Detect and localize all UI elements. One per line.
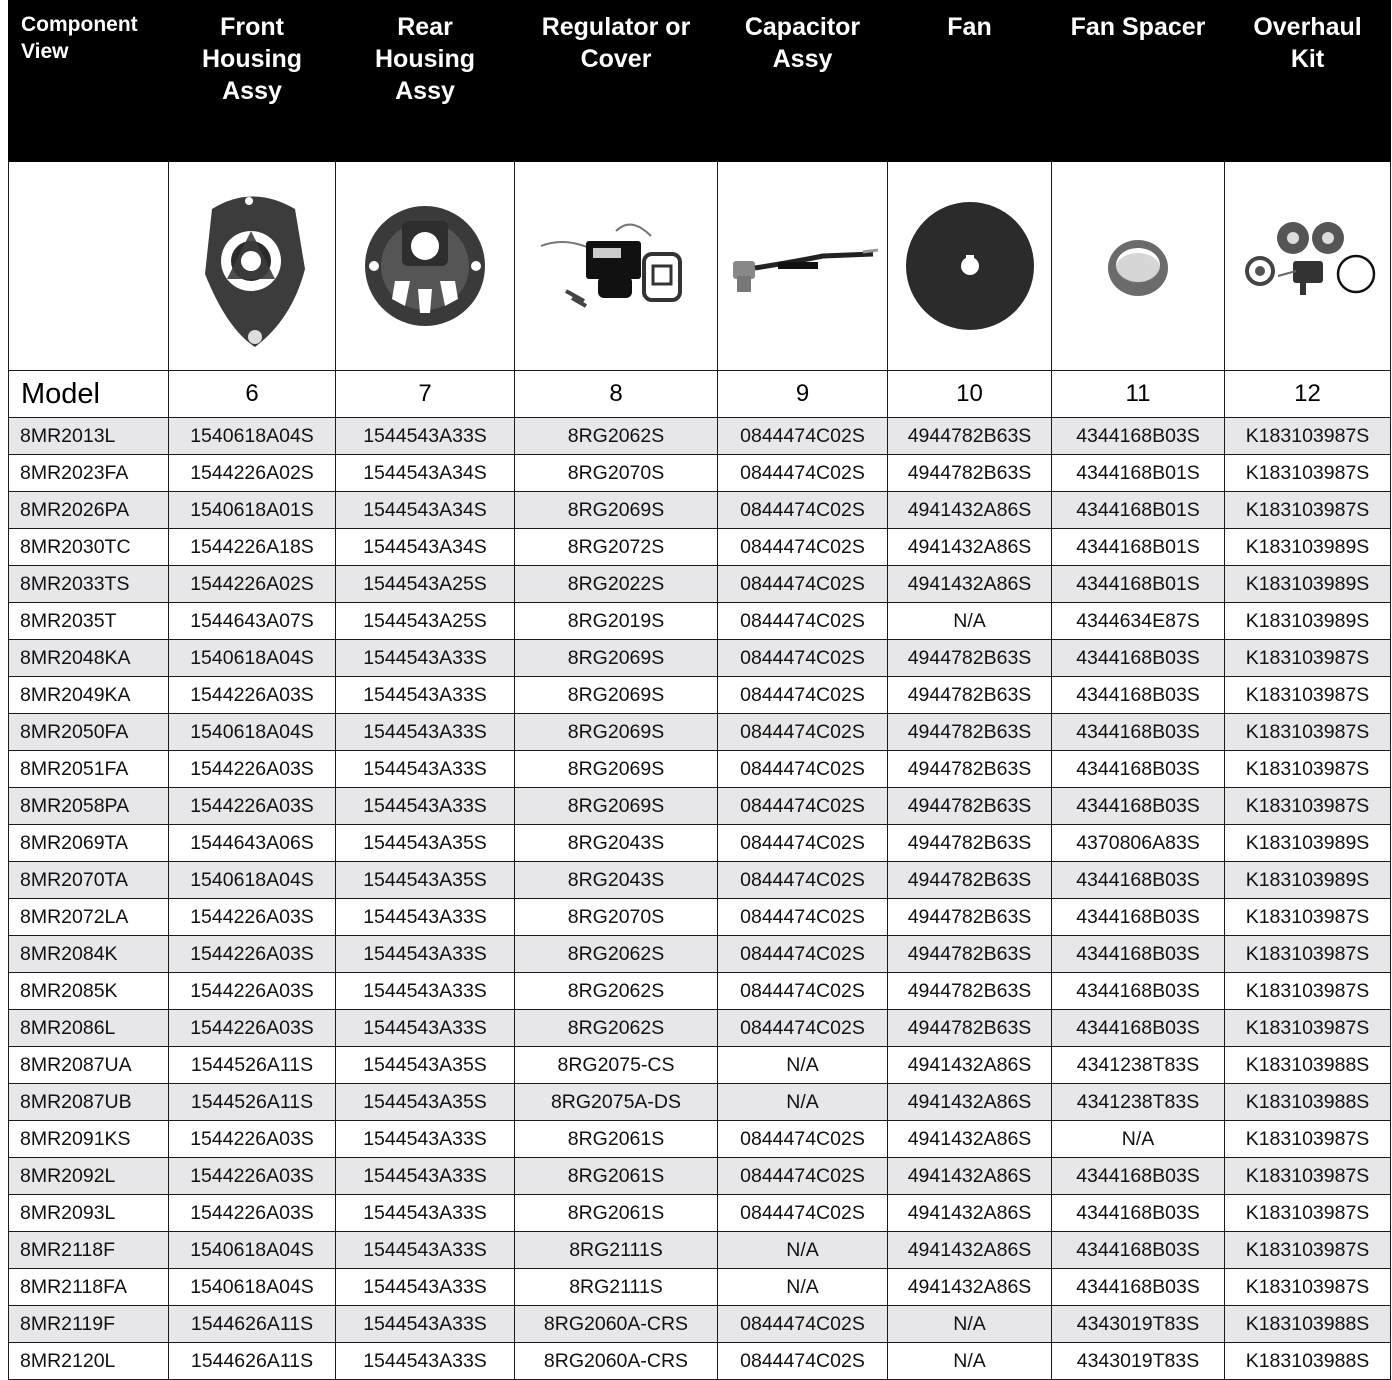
model-number-cell: 8MR2120L xyxy=(9,1343,169,1380)
capacitor-part: 0844474C02S xyxy=(718,1343,888,1380)
front-housing-part: 1544643A06S xyxy=(169,825,336,862)
capacitor-part: 0844474C02S xyxy=(718,529,888,566)
fan-part: 4944782B63S xyxy=(888,788,1052,825)
fan-spacer-part: 4343019T83S xyxy=(1052,1343,1225,1380)
model-number-cell: 8MR2035T xyxy=(9,603,169,640)
table-row xyxy=(9,1158,1391,1195)
fan-part: 4941432A86S xyxy=(888,1158,1052,1195)
front-housing-part: 1544226A03S xyxy=(169,973,336,1010)
column-number: 8 xyxy=(515,371,718,418)
front-housing-part: 1540618A04S xyxy=(169,640,336,677)
capacitor-part: 0844474C02S xyxy=(718,936,888,973)
table-row xyxy=(9,492,1391,529)
model-number-cell: 8MR2033TS xyxy=(9,566,169,603)
overhaul-kit-part: K183103987S xyxy=(1225,973,1391,1010)
model-number-cell: 8MR2087UA xyxy=(9,1047,169,1084)
regulator-part: 8RG2062S xyxy=(515,936,718,973)
rear-housing-part: 1544543A35S xyxy=(336,1084,515,1121)
front-housing-part: 1544226A03S xyxy=(169,1010,336,1047)
rear-housing-part: 1544543A25S xyxy=(336,566,515,603)
capacitor-part: 0844474C02S xyxy=(718,1195,888,1232)
rear-housing-part: 1544543A33S xyxy=(336,973,515,1010)
model-number-cell: 8MR2048KA xyxy=(9,640,169,677)
capacitor-part: 0844474C02S xyxy=(718,492,888,529)
front-housing-part: 1544226A03S xyxy=(169,1121,336,1158)
header-regulator: Regulator or Cover xyxy=(515,1,718,162)
regulator-part: 8RG2075-CS xyxy=(515,1047,718,1084)
fan-part: 4944782B63S xyxy=(888,677,1052,714)
fan-spacer-part: 4344168B01S xyxy=(1052,455,1225,492)
capacitor-part: 0844474C02S xyxy=(718,1306,888,1343)
table-row xyxy=(9,418,1391,455)
parts-data-body xyxy=(9,418,1391,1380)
regulator-part: 8RG2069S xyxy=(515,677,718,714)
fan-part: 4941432A86S xyxy=(888,1047,1052,1084)
header-fan: Fan xyxy=(888,1,1052,162)
fan-spacer-part: 4344168B03S xyxy=(1052,899,1225,936)
regulator-image xyxy=(536,206,696,326)
fan-spacer-part: 4370806A83S xyxy=(1052,825,1225,862)
capacitor-part: 0844474C02S xyxy=(718,418,888,455)
table-row xyxy=(9,899,1391,936)
column-number: 11 xyxy=(1052,371,1225,418)
overhaul-kit-part: K183103987S xyxy=(1225,1232,1391,1269)
fan-part: 4944782B63S xyxy=(888,751,1052,788)
overhaul-kit-part: K183103987S xyxy=(1225,640,1391,677)
fan-part: 4944782B63S xyxy=(888,862,1052,899)
model-number-cell: 8MR2013L xyxy=(9,418,169,455)
fan-spacer-part: 4344168B03S xyxy=(1052,862,1225,899)
rear-housing-part: 1544543A33S xyxy=(336,936,515,973)
model-number-cell: 8MR2087UB xyxy=(9,1084,169,1121)
capacitor-part: 0844474C02S xyxy=(718,640,888,677)
parts-table-sheet xyxy=(8,0,1390,1380)
fan-part: N/A xyxy=(888,1343,1052,1380)
front-housing-part: 1544626A11S xyxy=(169,1306,336,1343)
model-number-cell: 8MR2051FA xyxy=(9,751,169,788)
fan-part: 4944782B63S xyxy=(888,455,1052,492)
overhaul-kit-part: K183103987S xyxy=(1225,455,1391,492)
header-front-housing: Front Housing Assy xyxy=(169,1,336,162)
table-row xyxy=(9,973,1391,1010)
fan-part: 4941432A86S xyxy=(888,1121,1052,1158)
regulator-part: 8RG2062S xyxy=(515,1010,718,1047)
table-row xyxy=(9,825,1391,862)
fan-spacer-part: 4341238T83S xyxy=(1052,1084,1225,1121)
overhaul-kit-part: K183103988S xyxy=(1225,1343,1391,1380)
front-housing-part: 1544226A18S xyxy=(169,529,336,566)
table-row xyxy=(9,714,1391,751)
rear-housing-part: 1544543A35S xyxy=(336,1047,515,1084)
capacitor-part: 0844474C02S xyxy=(718,862,888,899)
fan-part: 4944782B63S xyxy=(888,936,1052,973)
parts-table xyxy=(8,0,1391,1380)
regulator-part: 8RG2070S xyxy=(515,899,718,936)
header-overhaul-kit: Overhaul Kit xyxy=(1225,1,1391,162)
table-row xyxy=(9,1121,1391,1158)
fan-part: 4941432A86S xyxy=(888,1269,1052,1306)
fan-spacer-image xyxy=(1103,231,1173,301)
fan-part: 4941432A86S xyxy=(888,1195,1052,1232)
overhaul-kit-part: K183103989S xyxy=(1225,529,1391,566)
overhaul-kit-part: K183103987S xyxy=(1225,1158,1391,1195)
overhaul-kit-part: K183103989S xyxy=(1225,603,1391,640)
fan-spacer-part: 4344168B03S xyxy=(1052,1010,1225,1047)
overhaul-kit-part: K183103987S xyxy=(1225,677,1391,714)
table-row xyxy=(9,936,1391,973)
front-housing-part: 1544226A02S xyxy=(169,455,336,492)
front-housing-part: 1540618A04S xyxy=(169,862,336,899)
regulator-part: 8RG2072S xyxy=(515,529,718,566)
regulator-part: 8RG2060A-CRS xyxy=(515,1343,718,1380)
fan-spacer-part: 4344168B01S xyxy=(1052,566,1225,603)
fan-spacer-part: 4344168B03S xyxy=(1052,418,1225,455)
rear-housing-part: 1544543A33S xyxy=(336,1195,515,1232)
fan-spacer-cell xyxy=(1052,162,1225,371)
fan-spacer-part: 4344168B03S xyxy=(1052,1269,1225,1306)
table-row xyxy=(9,455,1391,492)
header-row xyxy=(9,1,1391,162)
overhaul-kit-part: K183103987S xyxy=(1225,1121,1391,1158)
fan-part: 4944782B63S xyxy=(888,640,1052,677)
model-number-cell: 8MR2086L xyxy=(9,1010,169,1047)
fan-spacer-part: 4343019T83S xyxy=(1052,1306,1225,1343)
front-housing-part: 1544643A07S xyxy=(169,603,336,640)
table-row xyxy=(9,1232,1391,1269)
fan-part: 4944782B63S xyxy=(888,1010,1052,1047)
table-row xyxy=(9,1269,1391,1306)
capacitor-part: N/A xyxy=(718,1084,888,1121)
column-number: 10 xyxy=(888,371,1052,418)
front-housing-part: 1540618A04S xyxy=(169,418,336,455)
rear-housing-part: 1544543A33S xyxy=(336,1269,515,1306)
overhaul-kit-part: K183103989S xyxy=(1225,566,1391,603)
fan-spacer-part: 4344168B03S xyxy=(1052,973,1225,1010)
capacitor-part: 0844474C02S xyxy=(718,751,888,788)
front-housing-part: 1544226A03S xyxy=(169,677,336,714)
capacitor-part: N/A xyxy=(718,1232,888,1269)
fan-spacer-part: 4344168B01S xyxy=(1052,529,1225,566)
regulator-part: 8RG2062S xyxy=(515,973,718,1010)
table-row xyxy=(9,1306,1391,1343)
rear-housing-part: 1544543A33S xyxy=(336,788,515,825)
rear-housing-part: 1544543A33S xyxy=(336,1121,515,1158)
fan-part: 4944782B63S xyxy=(888,899,1052,936)
fan-part: 4944782B63S xyxy=(888,418,1052,455)
regulator-part: 8RG2069S xyxy=(515,788,718,825)
image-row-empty-cell xyxy=(9,162,169,371)
fan-spacer-part: 4344168B03S xyxy=(1052,751,1225,788)
regulator-part: 8RG2060A-CRS xyxy=(515,1306,718,1343)
capacitor-part: 0844474C02S xyxy=(718,455,888,492)
model-number-cell: 8MR2084K xyxy=(9,936,169,973)
fan-spacer-part: 4344168B03S xyxy=(1052,714,1225,751)
fan-spacer-part: 4344168B03S xyxy=(1052,1158,1225,1195)
model-number-cell: 8MR2119F xyxy=(9,1306,169,1343)
model-number-cell: 8MR2091KS xyxy=(9,1121,169,1158)
capacitor-image xyxy=(723,226,883,306)
front-housing-part: 1544226A03S xyxy=(169,936,336,973)
regulator-part: 8RG2070S xyxy=(515,455,718,492)
regulator-part: 8RG2061S xyxy=(515,1195,718,1232)
front-housing-part: 1544226A03S xyxy=(169,1158,336,1195)
regulator-part: 8RG2043S xyxy=(515,862,718,899)
capacitor-part: 0844474C02S xyxy=(718,788,888,825)
front-housing-part: 1540618A04S xyxy=(169,1232,336,1269)
model-number-cell: 8MR2072LA xyxy=(9,899,169,936)
header-component-view: Component View xyxy=(9,1,169,162)
fan-spacer-part: 4344634E87S xyxy=(1052,603,1225,640)
fan-spacer-part: 4344168B01S xyxy=(1052,492,1225,529)
rear-housing-part: 1544543A34S xyxy=(336,492,515,529)
front-housing-part: 1544226A03S xyxy=(169,751,336,788)
regulator-part: 8RG2111S xyxy=(515,1232,718,1269)
overhaul-kit-part: K183103989S xyxy=(1225,862,1391,899)
fan-part: 4941432A86S xyxy=(888,529,1052,566)
header-rear-housing: Rear Housing Assy xyxy=(336,1,515,162)
rear-housing-part: 1544543A33S xyxy=(336,714,515,751)
model-number-cell: 8MR2058PA xyxy=(9,788,169,825)
column-number: 7 xyxy=(336,371,515,418)
overhaul-kit-part: K183103987S xyxy=(1225,1195,1391,1232)
regulator-cell xyxy=(515,162,718,371)
fan-spacer-part: 4344168B03S xyxy=(1052,1195,1225,1232)
fan-part: 4941432A86S xyxy=(888,1084,1052,1121)
model-number-cell: 8MR2118FA xyxy=(9,1269,169,1306)
rear-housing-part: 1544543A33S xyxy=(336,751,515,788)
regulator-part: 8RG2069S xyxy=(515,492,718,529)
image-row xyxy=(9,162,1391,371)
rear-housing-part: 1544543A33S xyxy=(336,1158,515,1195)
table-row xyxy=(9,1047,1391,1084)
capacitor-part: 0844474C02S xyxy=(718,1010,888,1047)
overhaul-kit-part: K183103987S xyxy=(1225,1269,1391,1306)
rear-housing-part: 1544543A33S xyxy=(336,1232,515,1269)
table-row xyxy=(9,640,1391,677)
rear-housing-part: 1544543A33S xyxy=(336,640,515,677)
rear-housing-part: 1544543A33S xyxy=(336,1306,515,1343)
capacitor-part: 0844474C02S xyxy=(718,677,888,714)
model-number-cell: 8MR2070TA xyxy=(9,862,169,899)
overhaul-kit-part: K183103987S xyxy=(1225,788,1391,825)
fan-part: N/A xyxy=(888,603,1052,640)
overhaul-kit-part: K183103987S xyxy=(1225,899,1391,936)
rear-housing-part: 1544543A33S xyxy=(336,899,515,936)
regulator-part: 8RG2061S xyxy=(515,1158,718,1195)
front-housing-part: 1544526A11S xyxy=(169,1084,336,1121)
fan-part: N/A xyxy=(888,1306,1052,1343)
capacitor-part: 0844474C02S xyxy=(718,825,888,862)
model-number-cell: 8MR2093L xyxy=(9,1195,169,1232)
capacitor-part: 0844474C02S xyxy=(718,714,888,751)
overhaul-kit-part: K183103988S xyxy=(1225,1047,1391,1084)
front-housing-part: 1544226A03S xyxy=(169,1195,336,1232)
fan-part: 4941432A86S xyxy=(888,1232,1052,1269)
rear-housing-image xyxy=(360,201,490,331)
regulator-part: 8RG2075A-DS xyxy=(515,1084,718,1121)
overhaul-kit-part: K183103987S xyxy=(1225,418,1391,455)
front-housing-part: 1540618A04S xyxy=(169,714,336,751)
fan-spacer-part: 4344168B03S xyxy=(1052,936,1225,973)
regulator-part: 8RG2019S xyxy=(515,603,718,640)
front-housing-image xyxy=(187,179,317,354)
table-row xyxy=(9,751,1391,788)
table-row xyxy=(9,677,1391,714)
rear-housing-part: 1544543A35S xyxy=(336,825,515,862)
regulator-part: 8RG2022S xyxy=(515,566,718,603)
capacitor-part: N/A xyxy=(718,1047,888,1084)
fan-spacer-part: 4344168B03S xyxy=(1052,1232,1225,1269)
capacitor-part: 0844474C02S xyxy=(718,899,888,936)
fan-spacer-part: 4344168B03S xyxy=(1052,677,1225,714)
model-number-row xyxy=(9,371,1391,418)
fan-spacer-part: 4341238T83S xyxy=(1052,1047,1225,1084)
rear-housing-part: 1544543A25S xyxy=(336,603,515,640)
model-number-cell: 8MR2026PA xyxy=(9,492,169,529)
front-housing-part: 1544526A11S xyxy=(169,1047,336,1084)
table-row xyxy=(9,1010,1391,1047)
rear-housing-part: 1544543A33S xyxy=(336,418,515,455)
model-number-cell: 8MR2085K xyxy=(9,973,169,1010)
header-capacitor: Capacitor Assy xyxy=(718,1,888,162)
regulator-part: 8RG2069S xyxy=(515,751,718,788)
overhaul-kit-part: K183103988S xyxy=(1225,1306,1391,1343)
model-number-cell: 8MR2092L xyxy=(9,1158,169,1195)
table-row xyxy=(9,529,1391,566)
fan-part: 4941432A86S xyxy=(888,566,1052,603)
table-row xyxy=(9,566,1391,603)
table-row xyxy=(9,1195,1391,1232)
regulator-part: 8RG2043S xyxy=(515,825,718,862)
table-row xyxy=(9,603,1391,640)
overhaul-kit-part: K183103989S xyxy=(1225,825,1391,862)
header-fan-spacer: Fan Spacer xyxy=(1052,1,1225,162)
rear-housing-part: 1544543A33S xyxy=(336,677,515,714)
column-number: 12 xyxy=(1225,371,1391,418)
overhaul-kit-part: K183103987S xyxy=(1225,1010,1391,1047)
fan-spacer-part: N/A xyxy=(1052,1121,1225,1158)
model-number-cell: 8MR2050FA xyxy=(9,714,169,751)
front-housing-part: 1544226A03S xyxy=(169,899,336,936)
rear-housing-part: 1544543A33S xyxy=(336,1010,515,1047)
capacitor-part: 0844474C02S xyxy=(718,1158,888,1195)
overhaul-kit-part: K183103987S xyxy=(1225,714,1391,751)
fan-image xyxy=(903,199,1037,333)
front-housing-part: 1540618A04S xyxy=(169,1269,336,1306)
fan-spacer-part: 4344168B03S xyxy=(1052,640,1225,677)
front-housing-part: 1540618A01S xyxy=(169,492,336,529)
rear-housing-part: 1544543A33S xyxy=(336,1343,515,1380)
front-housing-part: 1544626A11S xyxy=(169,1343,336,1380)
model-label: Model xyxy=(9,371,169,418)
fan-part: 4944782B63S xyxy=(888,973,1052,1010)
fan-cell xyxy=(888,162,1052,371)
rear-housing-part: 1544543A35S xyxy=(336,862,515,899)
fan-part: 4944782B63S xyxy=(888,825,1052,862)
table-row xyxy=(9,788,1391,825)
table-row xyxy=(9,1084,1391,1121)
model-number-cell: 8MR2049KA xyxy=(9,677,169,714)
regulator-part: 8RG2111S xyxy=(515,1269,718,1306)
table-row xyxy=(9,862,1391,899)
capacitor-part: 0844474C02S xyxy=(718,1121,888,1158)
regulator-part: 8RG2061S xyxy=(515,1121,718,1158)
overhaul-kit-part: K183103987S xyxy=(1225,751,1391,788)
fan-part: 4941432A86S xyxy=(888,492,1052,529)
model-number-cell: 8MR2023FA xyxy=(9,455,169,492)
capacitor-cell xyxy=(718,162,888,371)
fan-spacer-part: 4344168B03S xyxy=(1052,788,1225,825)
overhaul-kit-cell xyxy=(1225,162,1391,371)
rear-housing-part: 1544543A34S xyxy=(336,455,515,492)
overhaul-kit-part: K183103988S xyxy=(1225,1084,1391,1121)
fan-part: 4944782B63S xyxy=(888,714,1052,751)
front-housing-part: 1544226A02S xyxy=(169,566,336,603)
column-number: 6 xyxy=(169,371,336,418)
model-number-cell: 8MR2118F xyxy=(9,1232,169,1269)
overhaul-kit-part: K183103987S xyxy=(1225,936,1391,973)
overhaul-kit-image xyxy=(1238,216,1378,316)
front-housing-cell xyxy=(169,162,336,371)
capacitor-part: 0844474C02S xyxy=(718,603,888,640)
rear-housing-part: 1544543A34S xyxy=(336,529,515,566)
regulator-part: 8RG2062S xyxy=(515,418,718,455)
regulator-part: 8RG2069S xyxy=(515,640,718,677)
table-row xyxy=(9,1343,1391,1380)
rear-housing-cell xyxy=(336,162,515,371)
overhaul-kit-part: K183103987S xyxy=(1225,492,1391,529)
capacitor-part: 0844474C02S xyxy=(718,566,888,603)
model-number-cell: 8MR2069TA xyxy=(9,825,169,862)
capacitor-part: N/A xyxy=(718,1269,888,1306)
capacitor-part: 0844474C02S xyxy=(718,973,888,1010)
regulator-part: 8RG2069S xyxy=(515,714,718,751)
column-number: 9 xyxy=(718,371,888,418)
model-number-cell: 8MR2030TC xyxy=(9,529,169,566)
front-housing-part: 1544226A03S xyxy=(169,788,336,825)
